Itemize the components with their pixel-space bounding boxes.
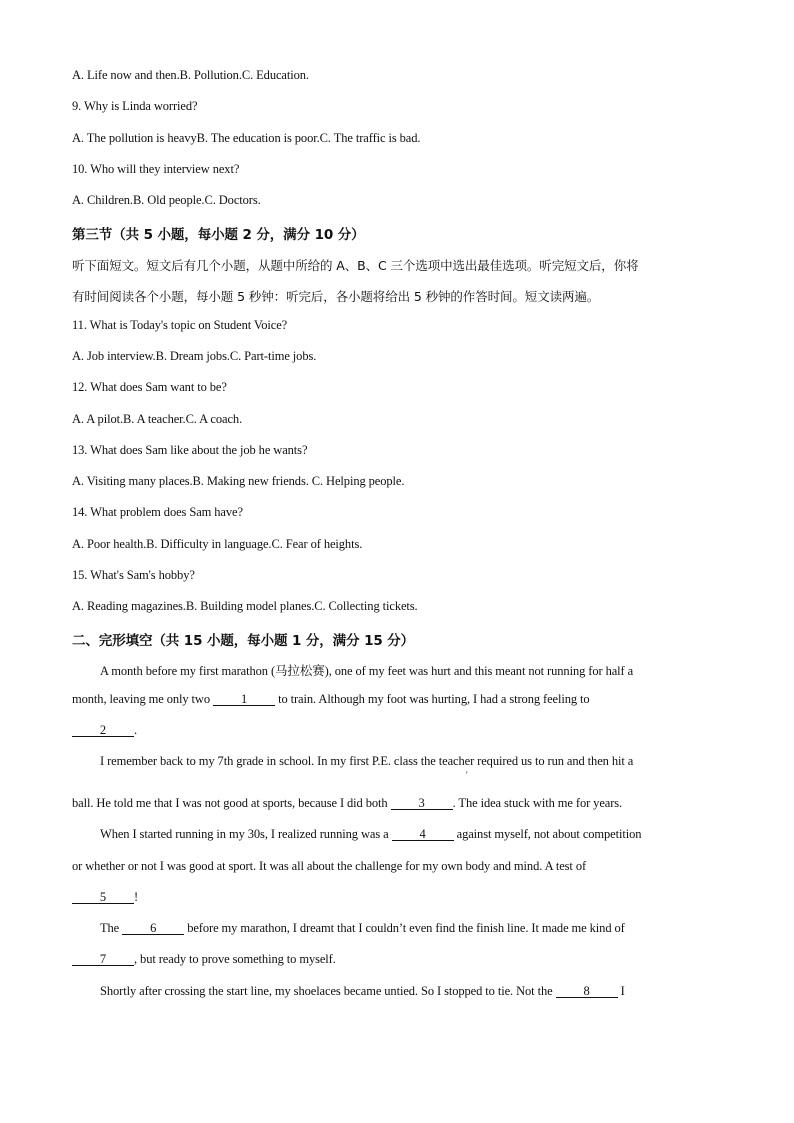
passage-line: ball. He told me that I was not good at sports, because I did both 3 . The idea stuck with me for years. (72, 796, 623, 810)
question-12: 12. What does Sam want to be? (72, 380, 227, 394)
cloze-blank-7[interactable]: 7 (72, 953, 134, 966)
passage-line: When I started running in my 30s, I realized running was a 4 against myself, not about competition (100, 827, 642, 841)
section-3-instructions-line-1: 听下面短文。短文后有几个小题，从题中所给的 A、B、C 三个选项中选出最佳选项。听完短文后，你将 (72, 258, 639, 273)
passage-line: The 6 before my marathon, I dreamt that I couldn’t even find the finish line. It made me kind of (100, 921, 625, 935)
section-3-heading: 第三节（共 5 小题，每小题 2 分，满分 10 分） (72, 227, 365, 243)
question-12-options: A. A pilot.B. A teacher.C. A coach. (72, 412, 243, 426)
passage-line: A month before my first marathon (马拉松赛), one of my feet was hurt and this meant not running for half a (100, 664, 634, 678)
cloze-blank-6[interactable]: 6 (122, 922, 184, 935)
question-13-options: A. Visiting many places.B. Making new friends. C. Helping people. (72, 474, 405, 488)
question-8-options: A. Life now and then.B. Pollution.C. Education. (72, 68, 309, 82)
question-15: 15. What's Sam's hobby? (72, 568, 195, 582)
cloze-blank-1[interactable]: 1 (213, 693, 275, 706)
question-14-options: A. Poor health.B. Difficulty in language.C. Fear of heights. (72, 537, 363, 551)
passage-line: Shortly after crossing the start line, my shoelaces became untied. So I stopped to tie. Not the 8 I (100, 984, 625, 998)
question-13: 13. What does Sam like about the job he wants? (72, 443, 308, 457)
cloze-blank-4[interactable]: 4 (392, 828, 454, 841)
passage-line: 2 . (72, 723, 137, 738)
stray-mark: ' (466, 770, 468, 780)
passage-line: I remember back to my 7th grade in school. In my first P.E. class the teacher required us to run and then hit a (100, 754, 634, 768)
question-9-options: A. The pollution is heavyB. The education is poor.C. The traffic is bad. (72, 131, 421, 145)
question-11: 11. What is Today's topic on Student Voice? (72, 318, 288, 332)
passage-line: month, leaving me only two 1 to train. Although my foot was hurting, I had a strong feeling to (72, 692, 590, 706)
passage-line: 7 , but ready to prove something to myself. (72, 952, 336, 967)
cloze-blank-2[interactable]: 2 (72, 724, 134, 737)
passage-line: or whether or not I was good at sport. It was all about the challenge for my own body and mind. A test of (72, 859, 587, 873)
cloze-blank-5[interactable]: 5 (72, 891, 134, 904)
cloze-blank-8[interactable]: 8 (556, 985, 618, 998)
question-10-options: A. Children.B. Old people.C. Doctors. (72, 193, 261, 207)
question-9: 9. Why is Linda worried? (72, 99, 198, 113)
cloze-section-heading: 二、完形填空（共 15 小题，每小题 1 分，满分 15 分） (72, 633, 415, 649)
cloze-blank-3[interactable]: 3 (391, 797, 453, 810)
question-10: 10. Who will they interview next? (72, 162, 240, 176)
question-15-options: A. Reading magazines.B. Building model planes.C. Collecting tickets. (72, 599, 418, 613)
section-3-instructions-line-2: 有时间阅读各个小题，每小题 5 秒钟：听完后，各小题将给出 5 秒钟的作答时间。短文读两遍。 (72, 289, 600, 304)
passage-line: 5 ! (72, 890, 138, 905)
question-11-options: A. Job interview.B. Dream jobs.C. Part-time jobs. (72, 349, 317, 363)
question-14: 14. What problem does Sam have? (72, 505, 243, 519)
